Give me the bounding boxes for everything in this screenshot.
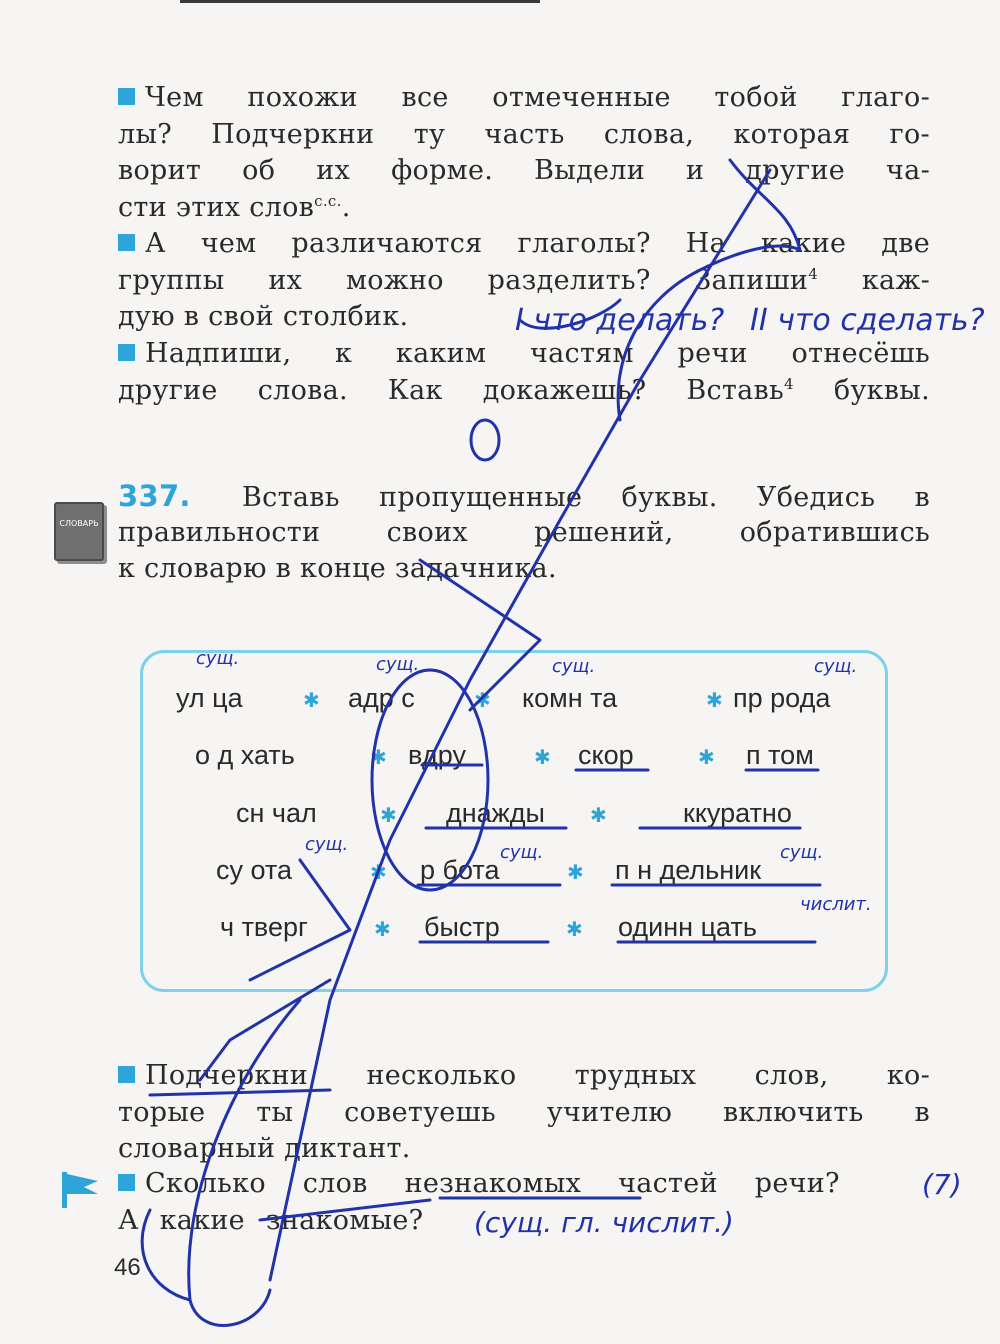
handwritten-note: числит. (800, 894, 872, 915)
square-bullet-icon (118, 1066, 135, 1083)
asterisk-icon: ✱ (374, 917, 391, 941)
asterisk-icon: ✱ (590, 803, 607, 827)
asterisk-icon: ✱ (706, 688, 723, 712)
handwritten-note: сущ. (305, 834, 349, 855)
square-bullet-icon (118, 1174, 135, 1191)
handwritten-note: II что сделать? (750, 303, 985, 338)
handwritten-note: сущ. (500, 842, 544, 863)
word-item: сн чал (236, 798, 317, 828)
word-item: вдру (408, 740, 467, 770)
word-item: ч тверг (220, 912, 308, 942)
word-item: р бота (420, 855, 500, 885)
exercise-number: 337. (118, 479, 191, 513)
handwritten-note: сущ. (552, 656, 596, 677)
asterisk-icon: ✱ (534, 745, 551, 769)
word-item: п том (746, 740, 814, 770)
square-bullet-icon (118, 88, 135, 105)
square-bullet-icon (118, 344, 135, 361)
square-bullet-icon (118, 234, 135, 251)
handwritten-note: (7) (922, 1168, 962, 1201)
asterisk-icon: ✱ (380, 803, 397, 827)
question-2: А чем различаются глаголы? На какие две группы их можно разделить? Запиши$^4$ каж- дую в свой столбик. (118, 228, 931, 332)
asterisk-icon: ✱ (474, 688, 491, 712)
handwritten-note: (сущ. гл. числит.) (474, 1206, 734, 1239)
asterisk-icon: ✱ (303, 688, 320, 712)
question-5: Сколько слов незнакомых частей речи? А какие знакомые? (118, 1168, 840, 1236)
word-item: пр рода (733, 683, 831, 713)
dictionary-icon: СЛОВАРЬ (54, 502, 104, 561)
word-item: о д хать (195, 740, 295, 770)
handwritten-note: сущ. (814, 656, 858, 677)
word-item: ул ца (176, 683, 243, 713)
handwritten-note: сущ. (780, 842, 824, 863)
handwritten-note: I что делать? (515, 303, 725, 338)
word-item: днажды (446, 798, 545, 828)
word-item: ккуратно (683, 798, 792, 828)
question-1: Чем похожи все отмеченные тобой глаго- лы? Подчеркни ту часть слова, которая го- ворит об их форме. Выдели и другие ча- сти этих слов$^{с.с.}$. (118, 82, 930, 223)
word-item: су ота (216, 855, 293, 885)
exercise-337: 337. Вставь пропущенные буквы. Убедись в правильности своих решений, обратившись к словарю в конце задачника. (118, 479, 930, 584)
flag-icon (60, 1172, 100, 1208)
top-rule (180, 0, 540, 3)
asterisk-icon: ✱ (566, 917, 583, 941)
word-item: одинн цать (618, 912, 757, 942)
handwritten-note: сущ. (196, 648, 240, 669)
asterisk-icon: ✱ (370, 860, 387, 884)
handwritten-note: сущ. (376, 654, 420, 675)
word-item: адр с (348, 683, 415, 713)
word-item: комн та (522, 683, 618, 713)
asterisk-icon: ✱ (698, 745, 715, 769)
asterisk-icon: ✱ (567, 860, 584, 884)
word-item: п н дельник (615, 855, 762, 885)
asterisk-icon: ✱ (370, 745, 387, 769)
word-item: скор (578, 740, 634, 770)
word-item: быстр (424, 912, 500, 942)
page-number: 46 (114, 1254, 141, 1281)
question-3: Надпиши, к каким частям речи отнесёшь другие слова. Как докажешь? Вставь$^4$ буквы. (118, 338, 930, 406)
question-4: Подчеркни несколько трудных слов, ко- торые ты советуешь учителю включить в словарный диктант. (118, 1060, 930, 1164)
